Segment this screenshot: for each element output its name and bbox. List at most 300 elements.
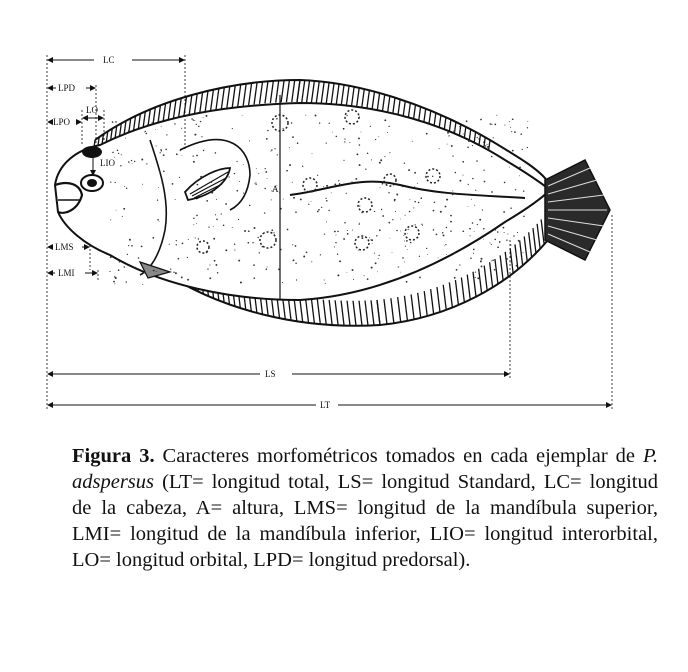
stipple-dot xyxy=(112,121,114,123)
stipple-dot xyxy=(119,261,121,263)
stipple-dot xyxy=(470,235,471,236)
fin-ray xyxy=(431,289,434,314)
stipple-dot xyxy=(236,190,238,192)
label-a: A xyxy=(272,184,279,194)
stipple-dot xyxy=(458,122,459,123)
stipple-dot xyxy=(364,275,365,276)
stipple-dot xyxy=(472,145,473,146)
stipple-dot xyxy=(196,155,198,157)
stipple-dot xyxy=(209,264,210,265)
stipple-dot xyxy=(359,223,360,224)
fin-ray xyxy=(479,269,482,294)
stipple-dot xyxy=(510,127,511,128)
fin-ray xyxy=(221,87,224,109)
stipple-dot xyxy=(483,170,484,171)
stipple-dot xyxy=(283,199,284,200)
stipple-dot xyxy=(127,254,128,255)
stipple-dot xyxy=(370,126,371,127)
stipple-dot xyxy=(491,191,493,193)
stipple-dot xyxy=(479,219,481,221)
stipple-dot xyxy=(329,123,330,124)
stipple-dot xyxy=(504,182,506,184)
stipple-dot xyxy=(382,183,384,185)
stipple-dot xyxy=(266,138,268,140)
stipple-dot xyxy=(331,192,332,193)
stipple-dot xyxy=(198,126,200,128)
stipple-dot xyxy=(439,148,440,149)
stipple-dot xyxy=(193,161,195,163)
fin-ray xyxy=(260,82,263,104)
stipple-dot xyxy=(270,151,271,152)
stipple-dot xyxy=(234,243,235,244)
stipple-dot xyxy=(249,205,251,207)
stipple-dot xyxy=(469,228,471,230)
stipple-dot xyxy=(196,124,197,125)
stipple-dot xyxy=(426,133,428,135)
stipple-dot xyxy=(503,211,505,213)
stipple-dot xyxy=(187,257,188,258)
stipple-dot xyxy=(419,277,421,279)
stipple-dot xyxy=(453,252,455,254)
stipple-dot xyxy=(432,176,433,177)
stipple-dot xyxy=(403,235,404,236)
stipple-dot xyxy=(122,216,123,217)
stipple-dot xyxy=(421,224,422,225)
fin-ray xyxy=(341,85,344,107)
fin-ray xyxy=(500,255,503,280)
stipple-dot xyxy=(283,130,284,131)
stipple-dot xyxy=(207,268,208,269)
stipple-dot xyxy=(346,115,347,116)
stipple-dot xyxy=(405,246,406,247)
stipple-dot xyxy=(283,128,284,129)
stipple-dot xyxy=(326,185,328,187)
stipple-dot xyxy=(449,282,451,284)
stipple-dot xyxy=(196,215,198,217)
stipple-dot xyxy=(267,178,268,179)
stipple-dot xyxy=(390,238,391,239)
stipple-dot xyxy=(156,145,157,146)
stipple-dot xyxy=(311,201,312,202)
stipple-dot xyxy=(513,235,515,237)
stipple-dot xyxy=(166,134,167,135)
fin-ray xyxy=(404,296,407,321)
stipple-dot xyxy=(477,224,478,225)
fin-ray xyxy=(323,300,326,325)
figure-caption xyxy=(72,443,658,573)
stipple-dot xyxy=(496,115,497,116)
stipple-dot xyxy=(480,238,481,239)
stipple-dot xyxy=(215,152,217,154)
stipple-dot xyxy=(369,237,370,238)
fin-ray xyxy=(524,236,527,261)
stipple-dot xyxy=(523,216,525,218)
stipple-dot xyxy=(128,130,130,132)
stipple-dot xyxy=(414,201,416,203)
stipple-dot xyxy=(162,182,163,183)
stipple-dot xyxy=(248,230,250,232)
stipple-dot xyxy=(454,172,456,174)
stipple-dot xyxy=(433,229,435,231)
stipple-dot xyxy=(262,233,263,234)
fin-ray xyxy=(391,298,394,323)
stipple-dot xyxy=(409,199,410,200)
fin-ray xyxy=(281,80,284,102)
stipple-dot xyxy=(418,202,420,204)
stipple-dot xyxy=(520,133,522,135)
stipple-dot xyxy=(151,122,152,123)
stipple-dot xyxy=(367,278,369,280)
stipple-dot xyxy=(519,175,520,176)
stipple-dot xyxy=(157,200,158,201)
stipple-dot xyxy=(325,283,326,284)
stipple-dot xyxy=(371,267,373,269)
fin-ray xyxy=(311,81,314,103)
fin-ray xyxy=(437,287,440,312)
stipple-dot xyxy=(158,120,159,121)
stipple-dot xyxy=(378,136,379,137)
stipple-dot xyxy=(402,257,404,259)
stipple-dot xyxy=(131,245,133,247)
stipple-dot xyxy=(249,140,250,141)
stipple-dot xyxy=(405,215,406,216)
stipple-dot xyxy=(392,252,393,253)
stipple-dot xyxy=(297,142,299,144)
fin-ray xyxy=(424,291,427,316)
stipple-dot xyxy=(124,186,125,187)
stipple-dot xyxy=(509,121,510,122)
stipple-dot xyxy=(178,258,180,260)
stipple-dot xyxy=(388,222,390,224)
stipple-dot xyxy=(388,192,389,193)
stipple-dot xyxy=(407,249,408,250)
stipple-dot xyxy=(378,255,379,256)
stipple-dot xyxy=(459,126,461,128)
stipple-dot xyxy=(258,237,259,238)
stipple-dot xyxy=(181,128,182,129)
stipple-dot xyxy=(491,124,492,125)
stipple-dot xyxy=(265,171,267,173)
stipple-dot xyxy=(339,183,341,185)
stipple-dot xyxy=(396,194,398,196)
stipple-dot xyxy=(179,177,180,178)
stipple-dot xyxy=(295,245,297,247)
stipple-dot xyxy=(436,234,438,236)
stipple-dot xyxy=(258,173,259,174)
fin-ray xyxy=(461,277,464,302)
stipple-dot xyxy=(487,144,488,145)
stipple-dot xyxy=(338,180,339,181)
stipple-dot xyxy=(131,160,132,161)
stipple-dot xyxy=(516,265,518,267)
stipple-dot xyxy=(216,199,217,200)
stipple-dot xyxy=(194,120,195,121)
stipple-dot xyxy=(343,238,345,240)
stipple-dot xyxy=(194,134,196,136)
stipple-dot xyxy=(381,209,382,210)
stipple-dot xyxy=(406,281,408,283)
stipple-dot xyxy=(117,136,118,137)
stipple-dot xyxy=(293,259,295,261)
stipple-dot xyxy=(157,219,159,221)
stipple-dot xyxy=(412,141,413,142)
fin-ray xyxy=(341,301,344,326)
stipple-dot xyxy=(126,187,128,189)
stipple-dot xyxy=(145,133,147,135)
stipple-dot xyxy=(196,223,197,224)
stipple-dot xyxy=(159,171,161,173)
stipple-dot xyxy=(522,252,523,253)
stipple-dot xyxy=(334,231,336,233)
stipple-dot xyxy=(264,212,265,213)
stipple-dot xyxy=(225,249,227,251)
fin-ray xyxy=(520,240,523,265)
stipple-dot xyxy=(254,183,255,184)
stipple-dot xyxy=(115,277,117,279)
stipple-dot xyxy=(324,233,325,234)
stipple-dot xyxy=(517,232,518,233)
stipple-dot xyxy=(115,182,116,183)
stipple-dot xyxy=(493,137,494,138)
fin-ray xyxy=(205,91,208,113)
stipple-dot xyxy=(118,153,119,154)
stipple-dot xyxy=(158,187,159,188)
stipple-dot xyxy=(451,145,453,147)
stipple-dot xyxy=(352,269,354,271)
stipple-dot xyxy=(527,121,528,122)
stipple-dot xyxy=(296,279,297,280)
stipple-dot xyxy=(187,279,189,281)
stipple-dot xyxy=(410,242,412,244)
stipple-dot xyxy=(359,164,361,166)
stipple-dot xyxy=(286,170,288,172)
stipple-dot xyxy=(395,211,396,212)
stipple-dot xyxy=(193,155,194,156)
fin-ray xyxy=(443,285,446,310)
stipple-dot xyxy=(317,211,319,213)
stipple-dot xyxy=(453,130,455,132)
stipple-dot xyxy=(169,244,170,245)
stipple-dot xyxy=(359,223,360,224)
label-lc: LC xyxy=(103,55,115,65)
stipple-dot xyxy=(474,231,475,232)
stipple-dot xyxy=(175,199,176,200)
stipple-dot xyxy=(176,153,178,155)
stipple-dot xyxy=(413,207,414,208)
stipple-dot xyxy=(191,118,193,120)
label-lpd: LPD xyxy=(58,83,76,93)
fin-ray xyxy=(347,301,350,326)
stipple-dot xyxy=(193,224,194,225)
stipple-dot xyxy=(361,237,363,239)
fin-ray xyxy=(371,300,374,325)
stipple-dot xyxy=(125,138,126,139)
stipple-dot xyxy=(414,186,415,187)
fin-ray xyxy=(533,228,536,253)
fin-ray xyxy=(265,81,268,103)
stipple-dot xyxy=(110,181,111,182)
stipple-dot xyxy=(352,229,353,230)
stipple-dot xyxy=(293,197,295,199)
stipple-dot xyxy=(203,117,204,118)
fin-ray xyxy=(495,259,498,284)
stipple-dot xyxy=(173,272,174,273)
stipple-dot xyxy=(491,260,492,261)
fin-ray xyxy=(346,86,349,108)
fin-ray xyxy=(353,301,356,326)
stipple-dot xyxy=(320,254,321,255)
stipple-dot xyxy=(404,241,405,242)
fin-ray xyxy=(510,248,513,273)
stipple-dot xyxy=(472,178,473,179)
stipple-dot xyxy=(337,274,339,276)
stipple-dot xyxy=(161,126,162,127)
stipple-dot xyxy=(463,175,464,176)
stipple-dot xyxy=(159,221,160,222)
stipple-dot xyxy=(353,279,354,280)
fin-ray xyxy=(541,219,544,244)
stipple-dot xyxy=(113,281,115,283)
stipple-dot xyxy=(262,246,264,248)
stipple-dot xyxy=(256,184,257,185)
stipple-dot xyxy=(121,154,122,155)
stipple-dot xyxy=(142,184,143,185)
stipple-dot xyxy=(346,272,347,273)
stipple-dot xyxy=(396,230,398,232)
stipple-dot xyxy=(323,186,324,187)
stipple-dot xyxy=(315,115,317,117)
stipple-dot xyxy=(259,252,260,253)
caption-text-start: Caracteres morfométricos tomados en cada ejemplar de xyxy=(154,445,643,467)
fin-ray xyxy=(336,84,339,106)
stipple-dot xyxy=(376,235,377,236)
stipple-dot xyxy=(197,184,199,186)
stipple-dot xyxy=(115,121,117,123)
stipple-dot xyxy=(351,181,352,182)
stipple-dot xyxy=(176,244,177,245)
stipple-dot xyxy=(160,152,161,153)
stipple-dot xyxy=(236,161,237,162)
stipple-dot xyxy=(468,141,469,142)
fin-ray xyxy=(276,81,279,103)
stipple-dot xyxy=(480,119,482,121)
stipple-dot xyxy=(442,232,444,234)
stipple-dot xyxy=(361,212,363,214)
fin-ray xyxy=(455,280,458,305)
stipple-dot xyxy=(404,261,405,262)
stipple-dot xyxy=(472,222,474,224)
stipple-dot xyxy=(448,135,449,136)
stipple-dot xyxy=(389,152,390,153)
stipple-dot xyxy=(240,282,242,284)
label-lio: LIO xyxy=(100,158,115,168)
stipple-dot xyxy=(527,127,528,128)
stipple-dot xyxy=(138,257,140,259)
stipple-dot xyxy=(419,256,420,257)
stipple-dot xyxy=(180,150,181,151)
stipple-dot xyxy=(267,267,268,268)
stipple-dot xyxy=(129,239,131,241)
stipple-dot xyxy=(145,131,146,132)
stipple-dot xyxy=(336,136,338,138)
stipple-dot xyxy=(328,210,329,211)
stipple-dot xyxy=(238,219,239,220)
stipple-dot xyxy=(400,272,401,273)
stipple-dot xyxy=(215,214,216,215)
stipple-dot xyxy=(414,172,416,174)
stipple-dot xyxy=(492,259,494,261)
stipple-dot xyxy=(519,166,521,168)
fin-ray xyxy=(311,299,314,324)
stipple-dot xyxy=(163,170,165,172)
stipple-dot xyxy=(507,233,508,234)
stipple-dot xyxy=(388,126,389,127)
fin-ray xyxy=(505,252,508,277)
stipple-dot xyxy=(254,277,256,279)
stipple-dot xyxy=(255,182,256,183)
stipple-dot xyxy=(343,160,344,161)
stipple-dot xyxy=(426,248,427,249)
stipple-dot xyxy=(359,116,360,117)
stipple-dot xyxy=(491,244,492,245)
stipple-dot xyxy=(326,142,327,143)
fin-ray xyxy=(307,80,310,102)
stipple-dot xyxy=(234,173,235,174)
stipple-dot xyxy=(384,119,386,121)
stipple-dot xyxy=(371,239,373,241)
fin-ray xyxy=(329,300,332,325)
stipple-dot xyxy=(450,215,452,217)
stipple-dot xyxy=(282,282,283,283)
stipple-dot xyxy=(201,136,202,137)
stipple-dot xyxy=(174,123,175,124)
stipple-dot xyxy=(267,130,269,132)
stipple-dot xyxy=(394,200,395,201)
stipple-dot xyxy=(427,254,428,255)
stipple-dot xyxy=(356,153,358,155)
stipple-dot xyxy=(459,264,460,265)
stipple-dot xyxy=(214,260,216,262)
stipple-dot xyxy=(490,242,491,243)
stipple-dot xyxy=(495,229,497,231)
stipple-dot xyxy=(474,205,475,206)
stipple-dot xyxy=(182,243,184,245)
stipple-dot xyxy=(447,144,448,145)
stipple-dot xyxy=(206,251,208,253)
stipple-dot xyxy=(252,242,253,243)
stipple-dot xyxy=(450,221,452,223)
stipple-dot xyxy=(206,115,208,117)
stipple-dot xyxy=(494,269,496,271)
stipple-dot xyxy=(380,187,381,188)
stipple-dot xyxy=(463,133,464,134)
stipple-dot xyxy=(477,277,479,279)
stipple-dot xyxy=(452,155,453,156)
stipple-dot xyxy=(358,137,360,139)
fin-ray xyxy=(384,299,387,324)
stipple-dot xyxy=(477,137,478,138)
stipple-dot xyxy=(291,122,292,123)
stipple-dot xyxy=(217,272,219,274)
stipple-dot xyxy=(507,196,508,197)
stipple-dot xyxy=(508,277,509,278)
stipple-dot xyxy=(295,262,296,263)
fin-ray xyxy=(254,82,257,104)
stipple-dot xyxy=(195,237,196,238)
stipple-dot xyxy=(215,264,217,266)
stipple-dot xyxy=(462,161,464,163)
stipple-dot xyxy=(487,146,489,148)
